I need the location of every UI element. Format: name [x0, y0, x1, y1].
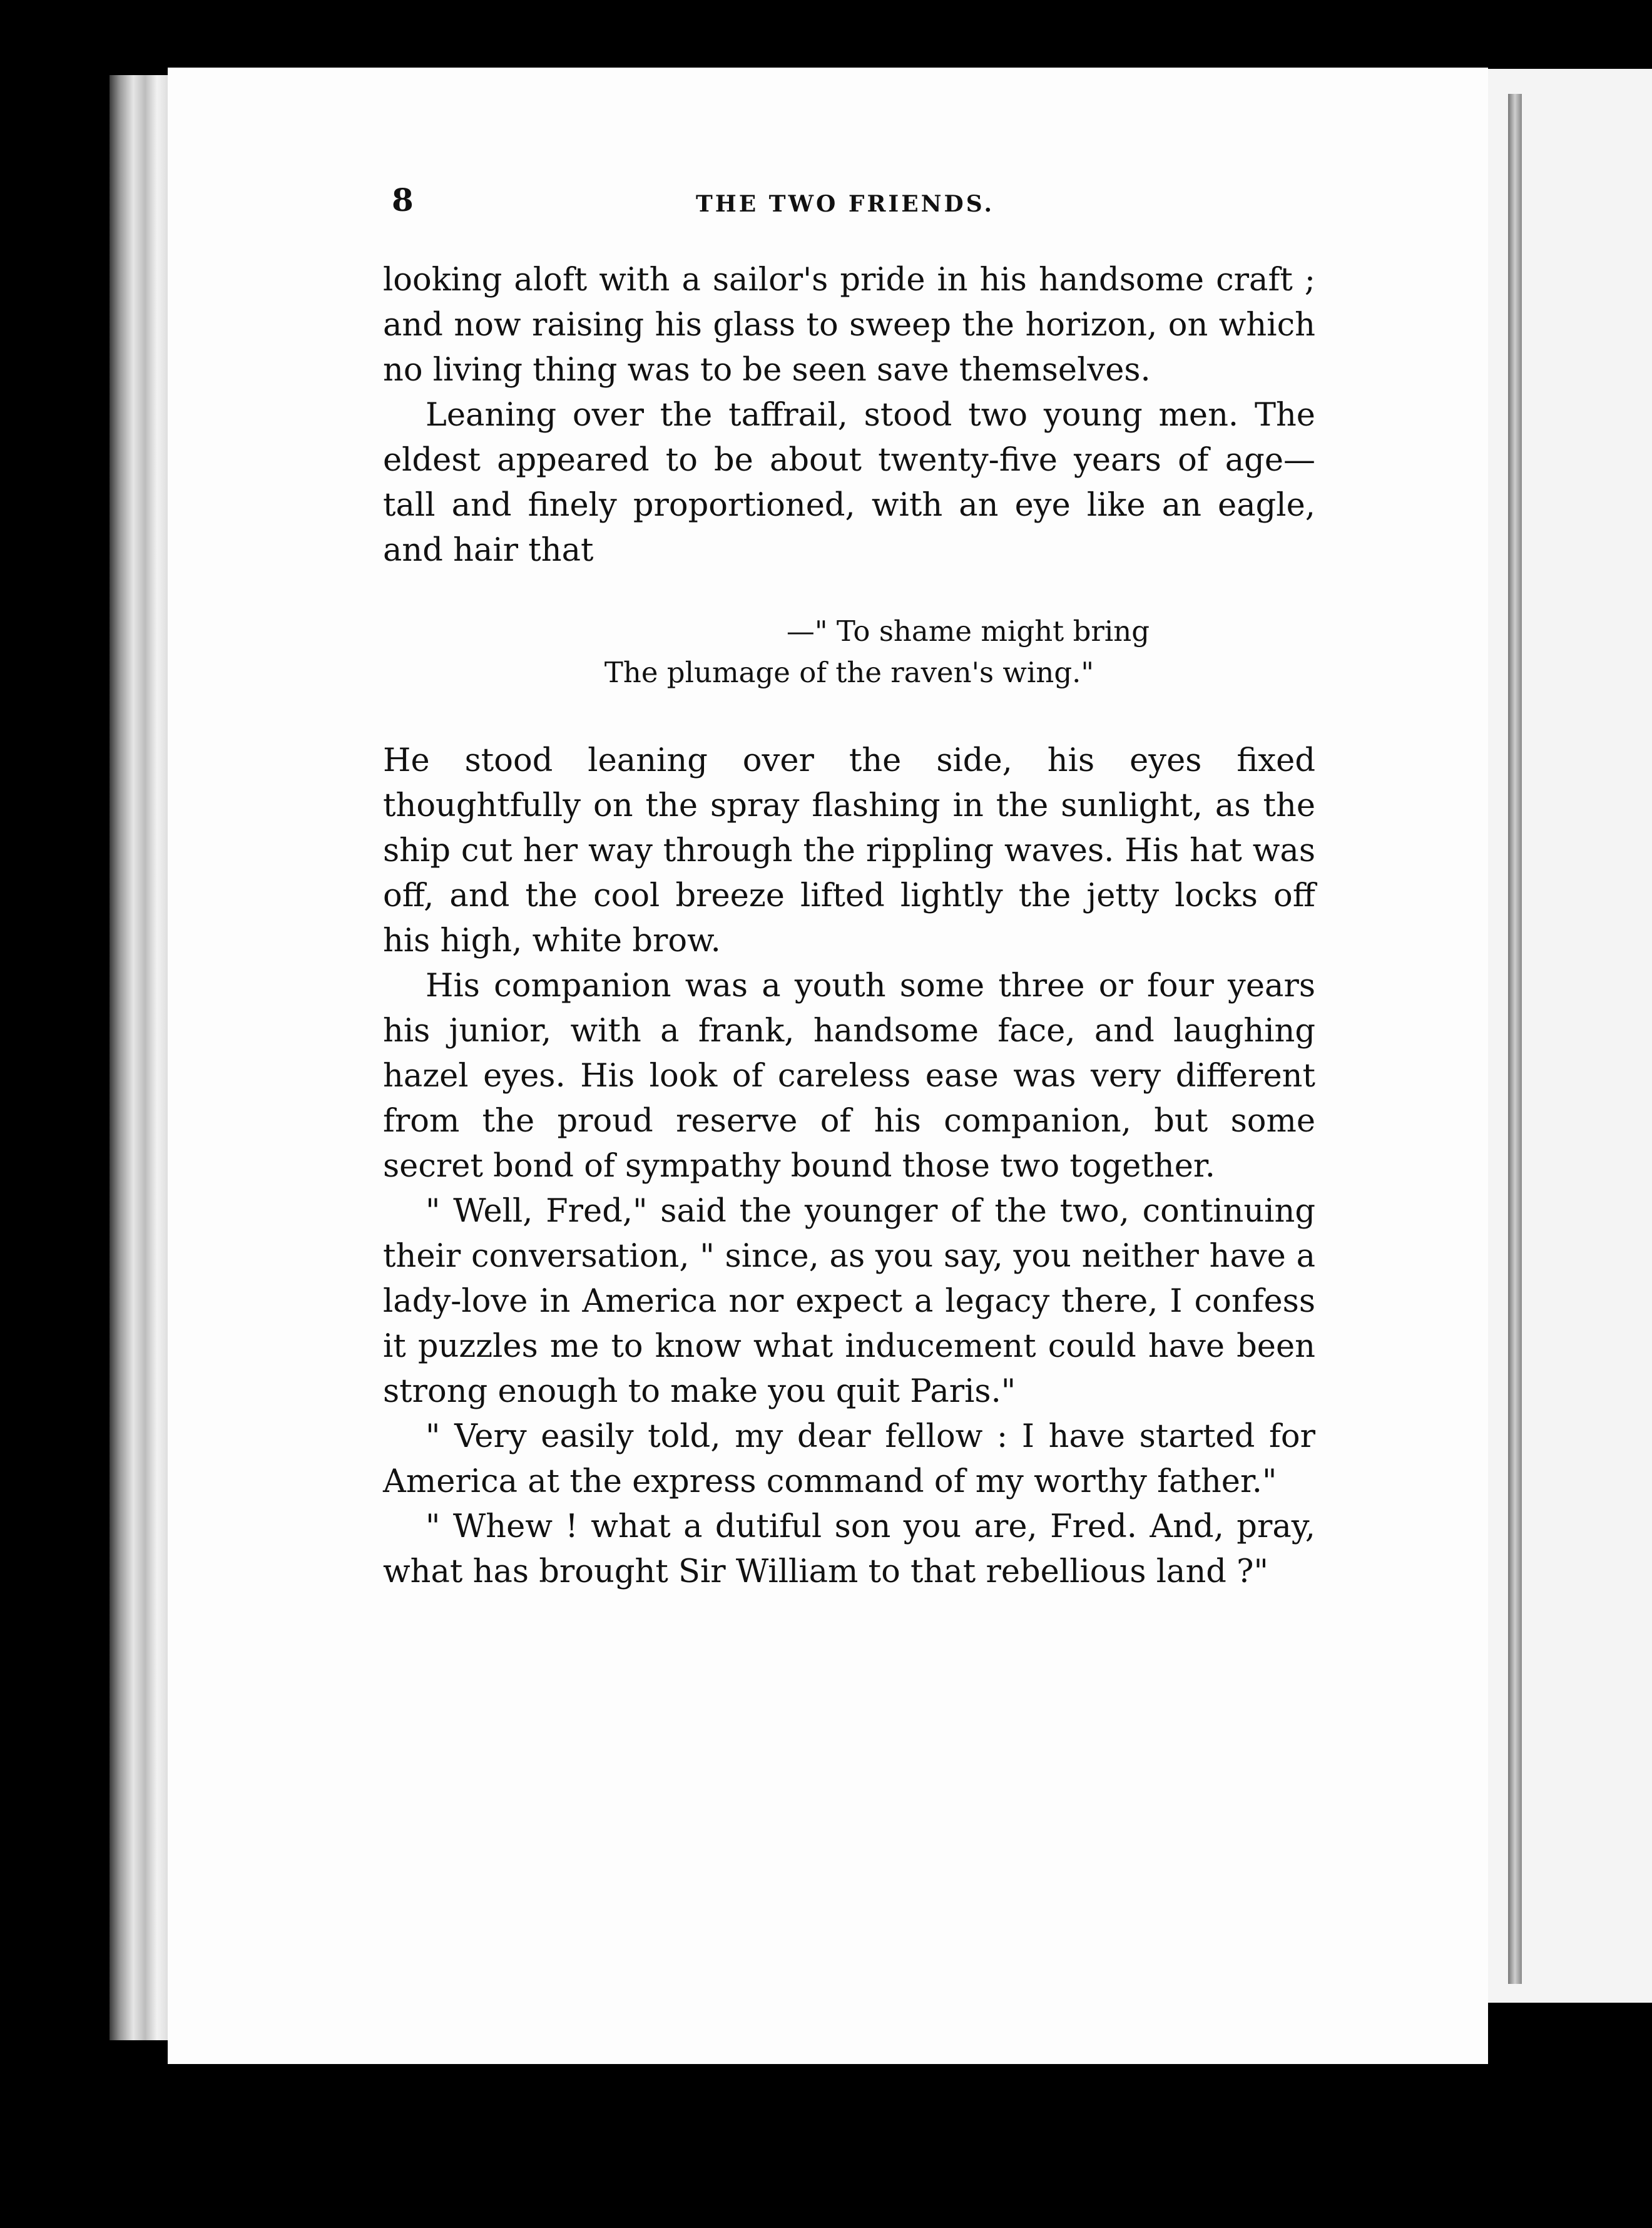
paragraph: " Whew ! what a dutiful son you are, Fred. And, pray, what has brought Sir William to that rebellious land ?": [383, 1508, 1315, 1590]
paragraph: Leaning over the taffrail, stood two young men. The eldest appeared to be about twenty-five years of age—tall and finely proportioned, with an eye like an eagle, and hair that: [383, 397, 1315, 569]
left-page-edge: [110, 75, 169, 2040]
page-header: [383, 181, 1315, 232]
paragraph: " Very easily told, my dear fellow : I have started for America at the express command of my worthy father.": [383, 1418, 1315, 1500]
paragraph: " Well, Fred," said the younger of the two, continuing their conversation, " since, as you say, you neither have a lady-love in America nor expect a legacy there, I confess it puzzles me to know what inducement could have been strong enough to make you quit Paris.": [383, 1193, 1315, 1410]
verse-quotation: [383, 611, 1315, 693]
page-content: [383, 181, 1315, 1595]
right-page-edge: [1508, 94, 1522, 1984]
verse-line: —" To shame might bring: [786, 615, 1150, 648]
paragraph: His companion was a youth some three or four years his junior, with a frank, handsome face, and laughing hazel eyes. His look of careless ease was very different from the proud reserve of his companion, but some secret bond of sympathy bound those two together.: [383, 968, 1315, 1185]
verse-line: The plumage of the raven's wing.": [604, 656, 1094, 689]
paragraph: He stood leaning over the side, his eyes fixed thoughtfully on the spray flashing in the sunlight, as the ship cut her way through the rippling waves. His hat was off, and the cool breeze lifted lightly the jetty locks off his high, white brow.: [383, 742, 1315, 959]
text-block: [383, 258, 1315, 1595]
paragraph: looking aloft with a sailor's pride in his handsome craft ; and now raising his glass to sweep the horizon, on which no living thing was to be seen save themselves.: [383, 262, 1315, 389]
page-number: 8: [392, 181, 414, 218]
running-title: THE TWO FRIENDS.: [696, 191, 995, 217]
